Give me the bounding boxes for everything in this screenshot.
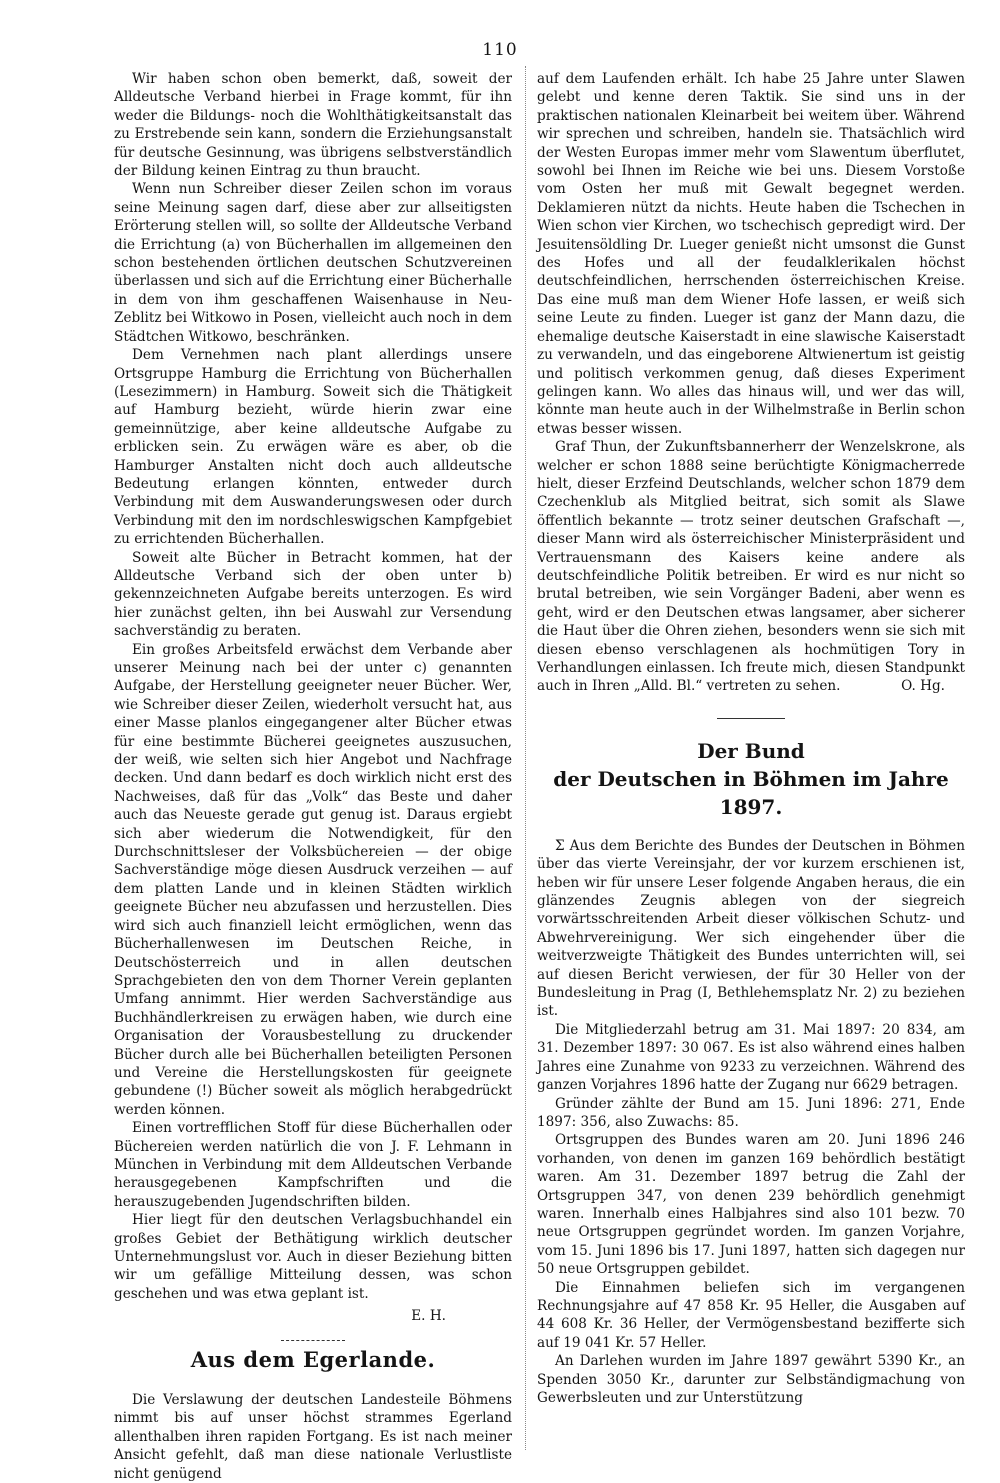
right-paragraph-6: Ortsgruppen des Bundes waren am 20. Juni 1896 246 vorhanden, von denen im ganzen 169 behördlich bestätigt waren. Am 31. Dezember 1897 betrug die Zahl der Ortsgruppen 347, von denen 239 behördlich genehmigt waren. Innerhalb eines Halbjahres sind also 101 bezw. 70 neue Ortsgruppen gegründet worden. Im ganzen Vorjahre, vom 15. Juni 1896 bis 17. Juni 1897, hatten sich dagegen nur 50 neue Ortsgruppen gebildet. xyxy=(537,1132,965,1278)
signature-ohg: O. Hg. xyxy=(901,678,945,695)
left-paragraph-1: Wir haben schon oben bemerkt, daß, soweit der Alldeutsche Verband hierbei in Frage kommt, für ihn weder die Bildungs- noch die Wohlthätigkeitsanstalt das zu Erstrebende sein kann, sondern die Erziehungsanstalt für deutsche Gesinnung, was übrigens selbstverständlich der Bildung keinen Eintrag zu thun braucht. xyxy=(114,71,512,180)
right-paragraph-7: Die Einnahmen beliefen sich im vergangenen Rechnungsjahre auf 47 858 Kr. 95 Heller, die Ausgaben auf 44 608 Kr. 36 Heller, der Vermögensbestand bezifferte sich auf 19 041 Kr. 57 Heller. xyxy=(537,1279,965,1351)
article-heading-line-2: der Deutschen in Böhmen im Jahre 1897. xyxy=(553,766,949,819)
article-divider xyxy=(717,718,785,719)
left-paragraph-3: Dem Vernehmen nach plant allerdings unsere Ortsgruppe Hamburg die Errichtung von Bücherhallen (Lesezimmern) in Hamburg. Soweit sich die Thätigkeit auf Hamburg bezieht, würde hierin zwar eine gemeinnützige, aber keine alldeutsche Aufgabe zu erblicken sein. Zu erwägen wäre es aber, ob die Hamburger Anstalten nicht doch auch alldeutsche Bedeutung erlangen könnten, entweder durch Verbindung mit dem Auswanderungswesen oder durch Verbindung mit den im nordschleswigschen Kampfgebiet zu errichtenden Bücherhallen. xyxy=(114,347,512,548)
right-paragraph-5: Gründer zählte der Bund am 15. Juni 1896: 271, Ende 1897: 356, also Zuwachs: 85. xyxy=(537,1095,965,1130)
left-paragraph-5: Ein großes Arbeitsfeld erwächst dem Verbande aber unserer Meinung nach bei der unter c) genannten Aufgabe, der Herstellung geeigneter neuer Bücher. Wer, wie Schreiber dieser Zeilen, wiederholt versucht hat, aus einer Masse planlos eingegangener alter Bücher etwas für eine bestimmte Bücherei geeignetes auszusuchen, der weiß, wie selten sich hier Angebot und Nachfrage decken. Und dann bedarf es doch wirklich nicht erst des Nachweises, daß für das „Volk“ das Beste und daher auch das Neueste gerade gut genug ist. Daraus ergiebt sich aber wiederum die Notwendigkeit, für den Durchschnittsleser der Volksbüchereien — der obige Sachverständige möge diesen Ausdruck verzeihen — auf dem platten Lande und in kleinen Städten wirklich geeignete Bücher neu abzufassen und herzustellen. Dies wird sich auch finanziell leicht ermöglichen, wenn das Bücherhallenwesen im Deutschen Reiche, in Deutschösterreich und in allen deutschen Sprachgebieten den von dem Thorner Verein geplanten Umfang annimmt. Hier werden Sachverständige aus Buchhändlerkreisen zu erwägen haben, wie durch eine Organisation der Vorausbestellung zu druckender Bücher durch alle bei Bücherhallen beteiligten Personen und Vereine die Herstellungskosten für geeignete gebundene (!) Bücher soweit als möglich herabgedrückt werden können. xyxy=(114,641,512,1118)
left-paragraph-8: Die Verslawung der deutschen Landesteile Böhmens nimmt bis auf unser höchst strammes Egerland allenthalben ihren rapiden Fortgang. Es ist nach meiner Ansicht gefehlt, daß man diese nationale Verlustliste nicht genügend xyxy=(114,1392,512,1482)
signature-eh: E. H. xyxy=(411,1308,446,1325)
right-paragraph-2 xyxy=(537,438,965,696)
left-column xyxy=(114,70,512,1483)
article-heading-line-1: Der Bund xyxy=(697,738,805,763)
section-divider xyxy=(281,1340,345,1341)
right-paragraph-1: auf dem Laufenden erhält. Ich habe 25 Jahre unter Slawen gelebt und kenne deren Taktik. Sie sind uns in der praktischen nationalen Kleinarbeit bei weitem über. Während wir sprechen und schreiben, handeln sie. Thatsächlich wird der Westen Europas immer mehr vom Slawentum überflutet, sowohl bei Ihnen im Reiche wie bei uns. Diesem Vorstoße vom Osten her muß mit Gewalt begegnet werden. Deklamieren nützt da nichts. Heute haben die Tschechen in Wien schon vier Kirchen, wo tschechisch gepredigt wird. Der Jesuitensöldling Dr. Lueger genießt nicht umsonst die Gunst des Hofes und all der feudalklerikalen höchst deutschfeindlichen, herrschenden österreichischen Kreise. Das eine muß man dem Wiener Hofe lassen, er weiß sich seine Leute zu finden. Lueger ist ganz der Mann dazu, die ehemalige deutsche Kaiserstadt in eine slawische Kaiserstadt zu verwandeln, und das eingeborene Altwienertum ist geistig und politisch verkommen genug, daß dieses Experiment gelingen kann. Wo alles das hinaus will, und wer das will, könnte man heute auch in der Wilhelmstraße in Berlin schon etwas besser wissen. xyxy=(537,71,965,437)
right-paragraph-3: Σ Aus dem Berichte des Bundes der Deutschen in Böhmen über das vierte Vereinsjahr, der vor kurzem erschienen ist, heben wir für unsere Leser folgende Angaben heraus, die ein glänzendes Zeugnis ablegen von der siegreich vorwärtsschreitenden Arbeit dieser völkischen Schutz- und Abwehrvereinigung. Wer sich eingehender über die weitverzweigte Thätigkeit des Bundes unterrichten will, sei auf diesen Bericht verwiesen, der für 30 Heller von der Bundesleitung in Prag (I, Bethlehemsplatz Nr. 2) zu beziehen ist. xyxy=(537,837,965,1020)
left-paragraph-6: Einen vortrefflichen Stoff für diese Bücherhallen oder Büchereien werden natürlich die von J. F. Lehmann in München in Verbindung mit dem Alldeutschen Verbande herausgegebenen Kampfschriften und die herauszugebenden Jugendschriften bilden. xyxy=(114,1120,512,1210)
right-column xyxy=(537,70,965,1407)
right-paragraph-2-text: Graf Thun, der Zukunftsbannerherr der Wenzelskrone, als welcher er schon 1888 seine berüchtigte Königmacherrede hielt, dieser Erzfeind Deutschlands, welcher schon 1879 dem Czechenklub als Mitglied beitrat, sich somit als Slawe öffentlich bekannte — trotz seiner deutschen Grafschaft —, dieser Mann wird als österreichischer Ministerpräsident und Vertrauensmann des Kaisers keine andere als deutschfeindliche Politik betreiben. Er wird es nur nicht so brutal betreiben, wie sein Vorgänger Badeni, aber wenn es geht, wird er den Deutschen etwas langsamer, aber sicherer die Haut über die Ohren ziehen, besonders wenn sie sich mit diesen ebenso verschlagenen als hochmütigen Tory in Verhandlungen einlassen. Ich freute mich, diesen Standpunkt auch in Ihren „Alld. Bl.“ vertreten zu sehen. xyxy=(537,439,965,695)
right-paragraph-8: An Darlehen wurden im Jahre 1897 gewährt 5390 Kr., an Spenden 3050 Kr., darunter zur Selbständigmachung von Gewerbsleuten und zur Unterstützung xyxy=(537,1353,965,1406)
section-title-egerland: Aus dem Egerlande. xyxy=(190,1346,436,1372)
article-heading xyxy=(537,737,965,821)
left-paragraph-2: Wenn nun Schreiber dieser Zeilen schon im voraus seine Meinung sagen darf, diese aber zur allseitigsten Erörterung stellen will, so sollte der Alldeutsche Verband die Errichtung (a) von Bücherhallen im allgemeinen den schon bestehenden örtlichen deutschen Schutzvereinen überlassen und sich auf die Errichtung einer Bücherhalle in dem von ihm geschaffenen Waisenhause in Neu-Zeblitz bei Witkowo in Posen, vielleicht auch noch in dem Städtchen Witkowo, beschränken. xyxy=(114,181,512,345)
right-paragraph-4: Die Mitgliederzahl betrug am 31. Mai 1897: 20 834, am 31. Dezember 1897: 30 067. Es ist also während eines halben Jahres eine Zunahme von 9233 zu verzeichnen. Während des ganzen Vorjahres 1896 hatte der Zugang nur 6629 betragen. xyxy=(537,1021,965,1094)
left-paragraph-4: Soweit alte Bücher in Betracht kommen, hat der Alldeutsche Verband sich der oben unter b) gekennzeichneten Aufgabe bereits unterzogen. Es wird hier zunächst gelten, ihn bei Auswahl zur Versendung sachverständig zu beraten. xyxy=(114,549,512,640)
left-paragraph-7: Hier liegt für den deutschen Verlagsbuchhandel ein großes Gebiet der Bethätigung wirklich deutscher Unternehmungslust vor. Auch in dieser Beziehung bitten wir um gefällige Mitteilung dessen, was schon geschehen und was etwa geplant ist. xyxy=(114,1212,512,1302)
page-number: 110 xyxy=(482,40,518,60)
column-divider xyxy=(525,66,527,1450)
